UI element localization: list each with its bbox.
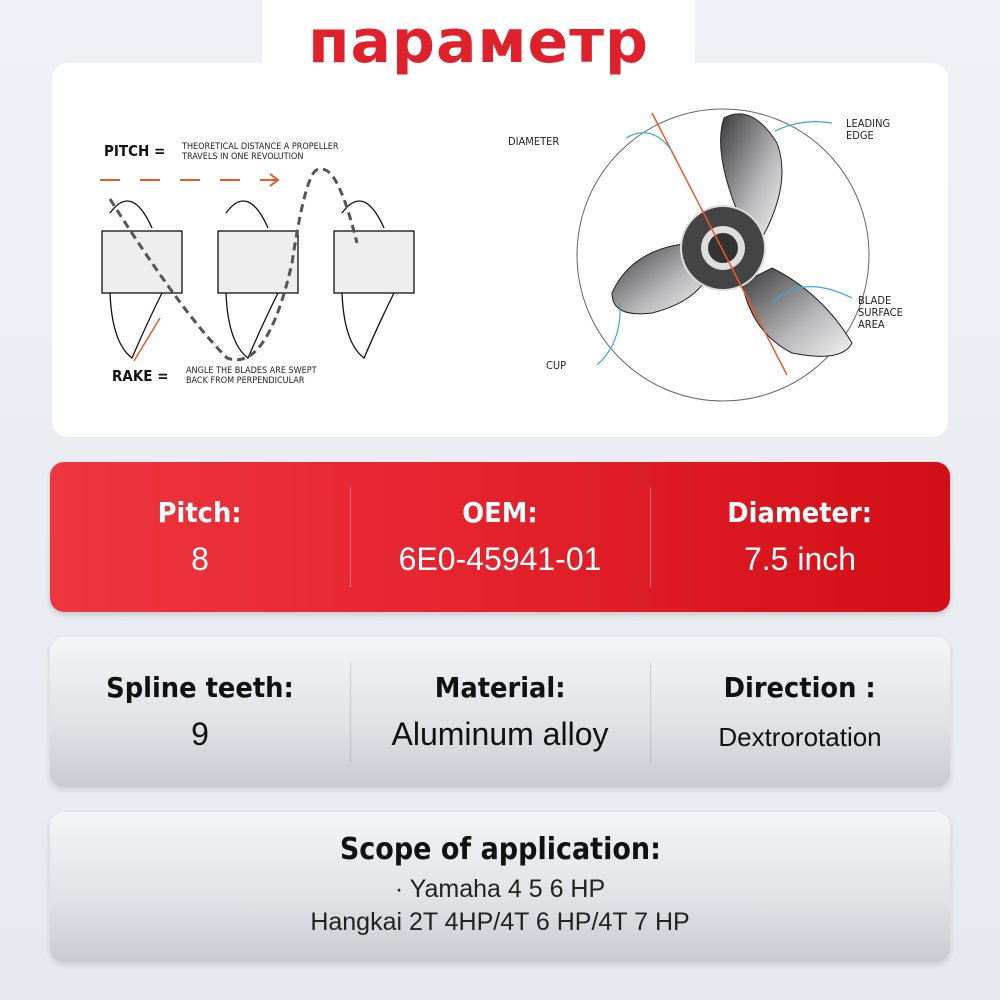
- spec-value: Aluminum alloy: [391, 716, 609, 752]
- spec-value: 9: [191, 716, 209, 752]
- blade-surface-2: SURFACE: [858, 306, 903, 319]
- primary-specs-panel: [50, 462, 950, 612]
- spec-label: OEM:: [462, 496, 538, 529]
- spec-label: Direction :: [723, 671, 877, 704]
- page-title: параметр: [308, 7, 649, 77]
- spec-diameter: [650, 462, 950, 612]
- scope-label: Scope of application:: [339, 832, 661, 867]
- pitch-label: PITCH =: [104, 142, 166, 160]
- scope-line: · Yamaha 4 5 6 HP: [394, 875, 606, 903]
- scope-line: Hangkai 2T 4HP/4T 6 HP/4T 7 HP: [310, 908, 690, 936]
- cup-label: CUP: [546, 359, 567, 372]
- spec-label: Spline teeth:: [106, 671, 294, 704]
- spec-direction: [650, 637, 950, 787]
- leading-edge-2: EDGE: [846, 129, 874, 142]
- blade-surface-1: BLADE: [858, 294, 892, 307]
- diameter-label: DIAMETER: [508, 135, 560, 148]
- spec-value: 7.5 inch: [743, 541, 857, 577]
- propeller-side-1: [102, 201, 182, 358]
- scope-panel: [50, 812, 950, 962]
- spec-label: Diameter:: [727, 496, 873, 529]
- propeller-diagram: [52, 63, 948, 437]
- rake-desc-2: BACK FROM PERPENDICULAR: [186, 376, 305, 386]
- propeller-side-2: [218, 201, 298, 358]
- secondary-specs-panel: [50, 637, 950, 787]
- spec-oem: [350, 462, 650, 612]
- rake-desc-1: ANGLE THE BLADES ARE SWEPT: [186, 366, 317, 376]
- leading-edge-1: LEADING: [846, 117, 891, 130]
- spec-value: 8: [191, 541, 209, 577]
- spec-pitch: [50, 462, 350, 612]
- spec-value: Dextrorotation: [718, 722, 882, 752]
- propeller-front-illustration: [508, 109, 903, 401]
- spec-spline-teeth: [50, 637, 350, 787]
- pitch-desc-1: THEORETICAL DISTANCE A PROPELLER: [182, 142, 339, 152]
- spec-label: Pitch:: [158, 496, 242, 529]
- pitch-desc-2: TRAVELS IN ONE REVOLUTION: [182, 152, 304, 162]
- spec-value: 6E0-45941-01: [398, 541, 602, 577]
- rake-label: RAKE =: [112, 367, 169, 385]
- pitch-rake-illustration: [100, 142, 414, 386]
- spec-label: Material:: [434, 671, 566, 704]
- blade-surface-3: AREA: [858, 318, 885, 331]
- propeller-side-3: [334, 201, 414, 358]
- spec-material: [350, 637, 650, 787]
